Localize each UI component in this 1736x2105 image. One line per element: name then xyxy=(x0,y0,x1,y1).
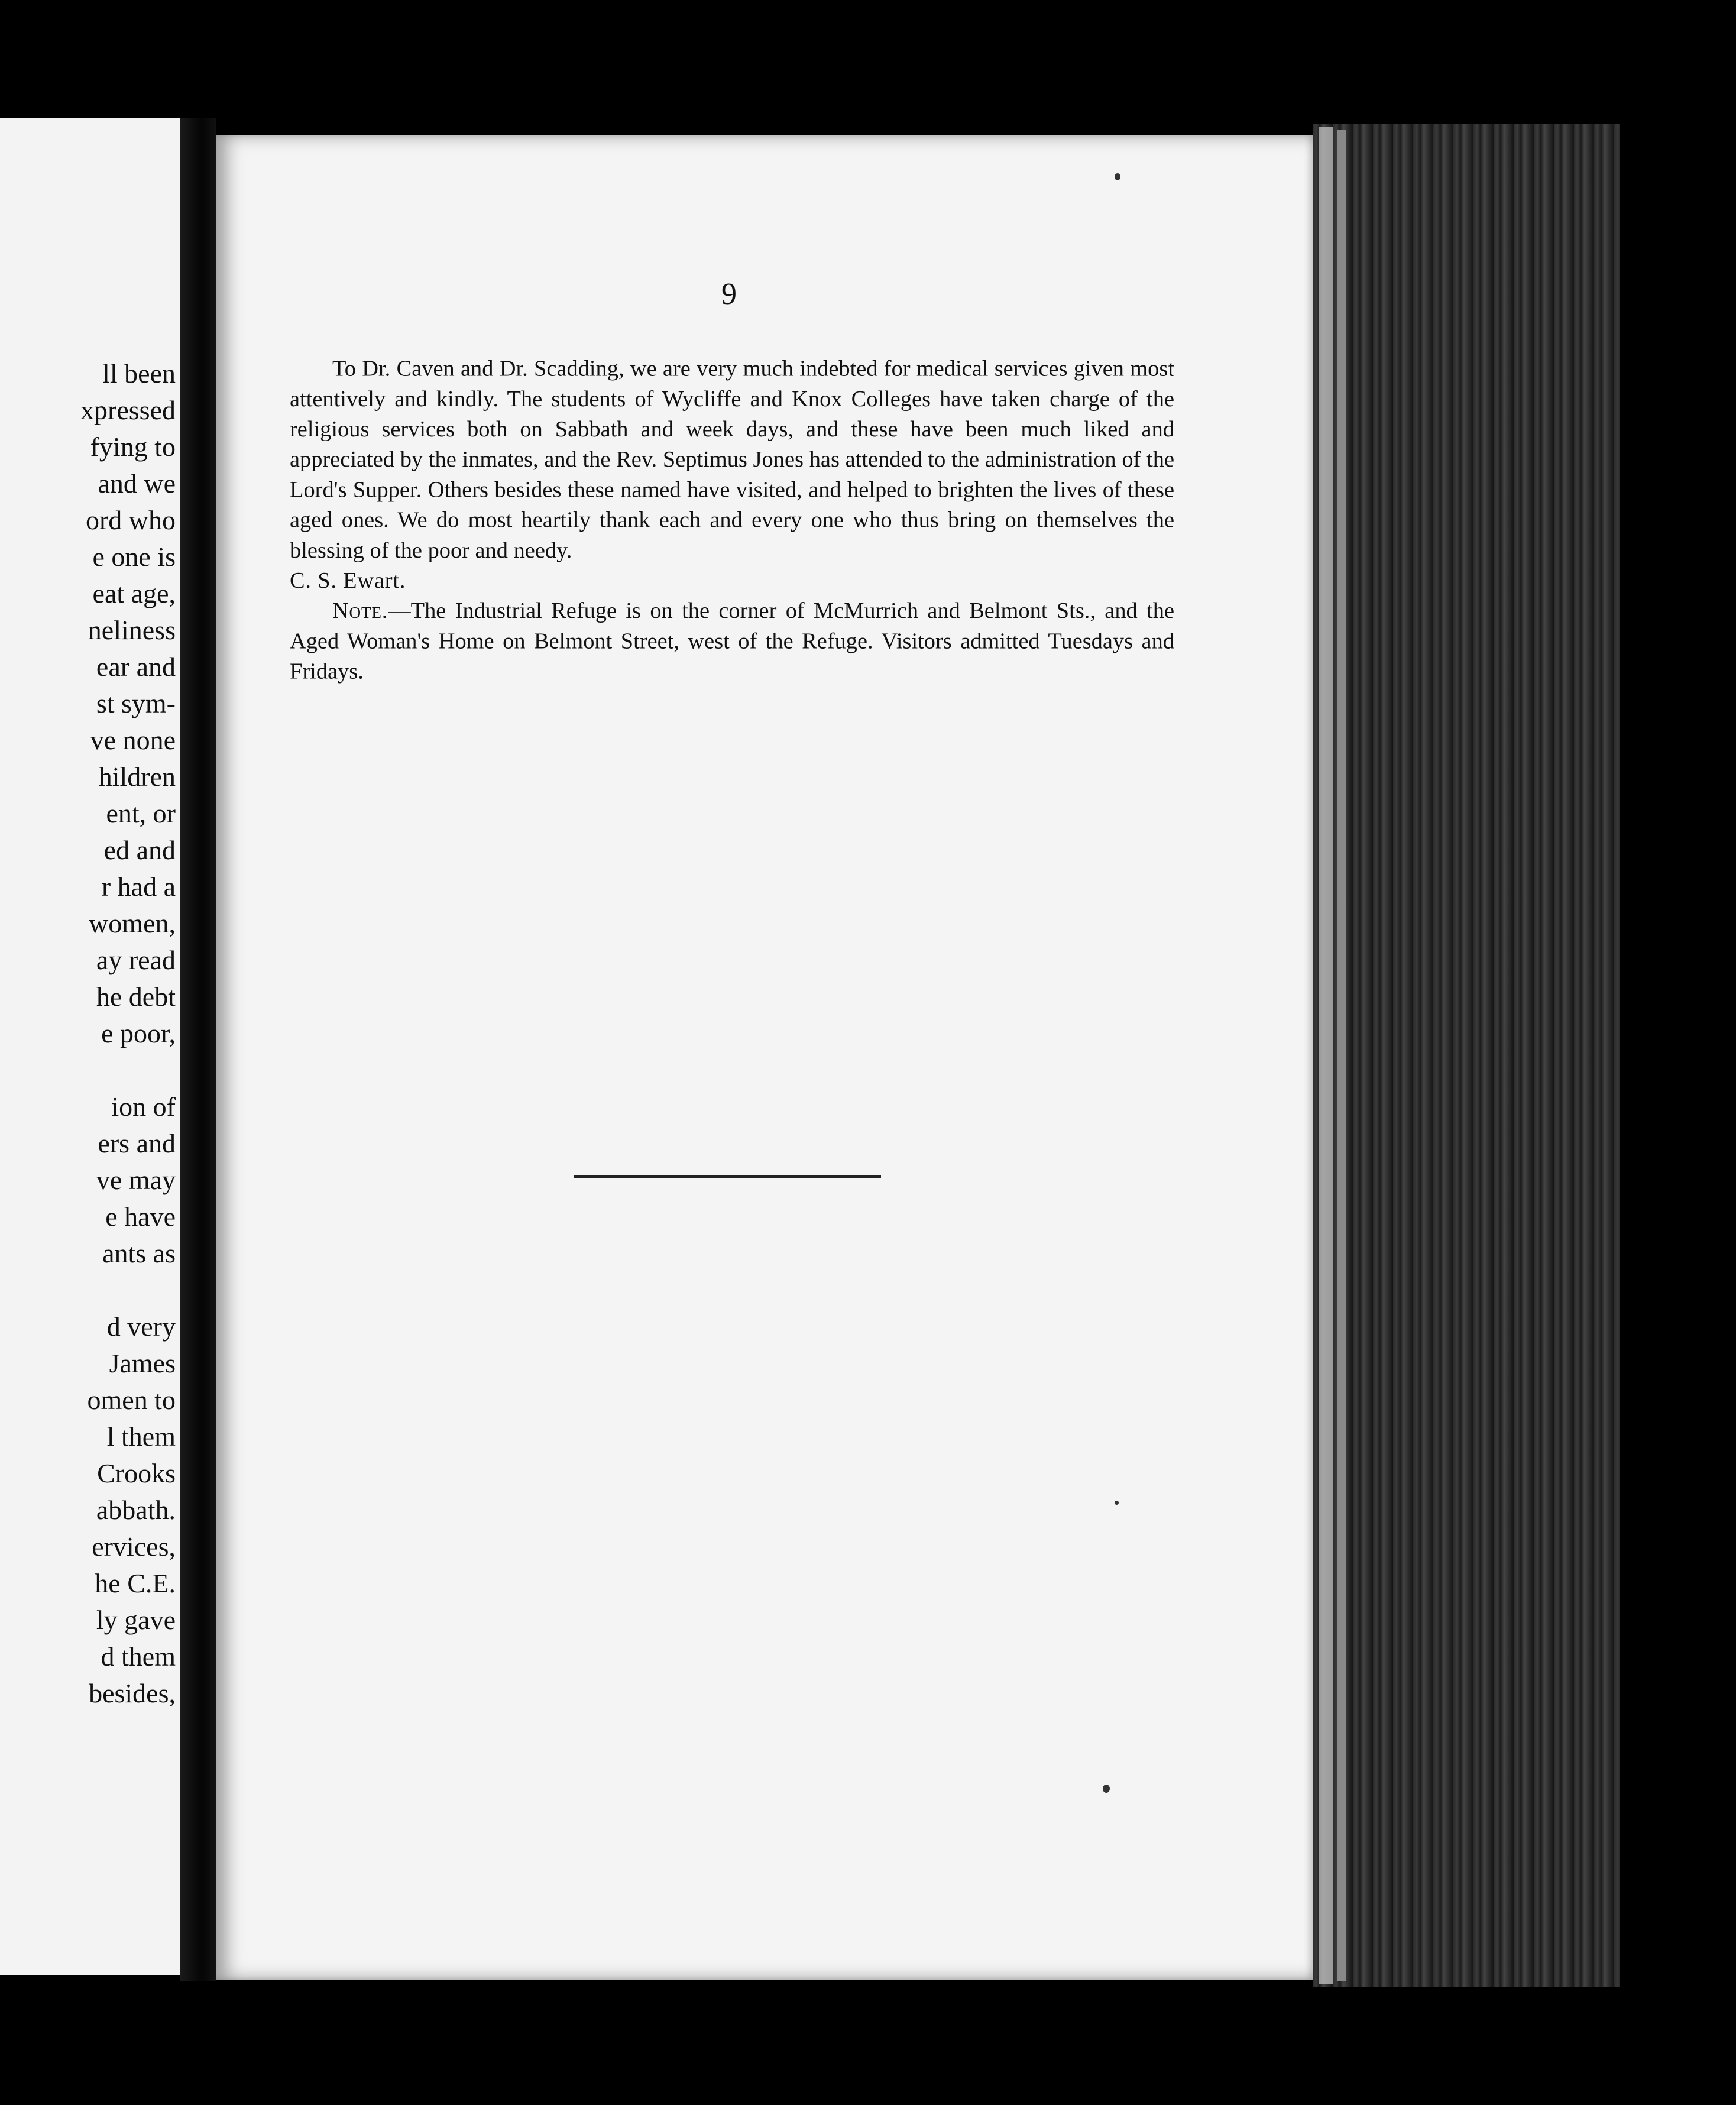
facing-page-line: ion of xyxy=(111,1092,176,1122)
signature: C. S. Ewart. xyxy=(290,568,406,593)
note-label: Note. xyxy=(332,598,388,623)
ink-speck xyxy=(1115,1501,1119,1505)
facing-page-line: r had a xyxy=(101,872,176,902)
facing-page-line: e one is xyxy=(92,542,176,572)
facing-page-line: ervices, xyxy=(92,1531,176,1562)
horizontal-rule xyxy=(574,1175,881,1178)
facing-page-line: ve may xyxy=(96,1165,176,1195)
facing-page-line: fying to xyxy=(90,432,176,462)
book-page-edge-shade xyxy=(1337,130,1346,1981)
facing-page-line: st sym- xyxy=(96,688,176,718)
facing-page-line: ve none xyxy=(90,725,176,755)
book-gutter xyxy=(180,118,216,1981)
facing-page-line: ear and xyxy=(96,652,176,682)
facing-page-line: l them xyxy=(106,1421,176,1452)
ink-speck xyxy=(1103,1785,1110,1793)
facing-page-line: xpressed xyxy=(80,395,176,425)
facing-page-line: Crooks xyxy=(97,1458,176,1488)
facing-page-left xyxy=(0,118,180,1975)
facing-page-line: d them xyxy=(101,1641,176,1672)
facing-page-line: ll been xyxy=(102,358,176,388)
note-text: —The Industrial Refuge is on the corner of McMurrich and Belmont Sts., and the Aged Woman's Home on Belmont Street, west of the Refuge. Visitors admitted Tuesdays and Fridays. xyxy=(290,598,1174,684)
paragraph-acknowledgement: To Dr. Caven and Dr. Scadding, we are very much indebted for medical services given most attentively and kindly. The students of Wycliffe and Knox Colleges have taken charge of the religious services both on Sabbath and week days, and these have been much liked and appreciated by the inmates, and the Rev. Septimus Jones has attended to the administration of the Lord's Supper. Others besides these named have visited, and helped to brighten the lives of these aged ones. We do most heartily thank each and every one who thus bring on themselves the blessing of the poor and needy. xyxy=(290,356,1174,563)
facing-page-line: besides, xyxy=(89,1678,176,1708)
page-number: 9 xyxy=(721,277,737,311)
facing-page-line: ers and xyxy=(98,1128,176,1158)
facing-page-line: and we xyxy=(98,468,176,498)
facing-page-line: e have xyxy=(105,1202,176,1232)
facing-page-line: ay read xyxy=(96,945,176,975)
facing-page-line: d very xyxy=(106,1311,176,1342)
book-page-edge-highlight xyxy=(1319,127,1333,1984)
facing-page-line: James xyxy=(109,1348,176,1378)
facing-page-line: e poor, xyxy=(101,1018,176,1048)
facing-page-line: he debt xyxy=(96,982,176,1012)
book-page-edges xyxy=(1313,124,1620,1987)
facing-page-line: ants as xyxy=(102,1238,176,1268)
facing-page-line: women, xyxy=(89,908,176,938)
facing-page-line: ly gave xyxy=(96,1605,176,1635)
facing-page-line: eat age, xyxy=(92,578,176,608)
page-body xyxy=(290,354,1174,686)
page-right xyxy=(216,135,1313,1980)
facing-page-line: omen to xyxy=(87,1385,176,1415)
facing-page-line: he C.E. xyxy=(95,1568,176,1598)
note-paragraph xyxy=(290,596,1174,687)
facing-page-line: hildren xyxy=(98,762,176,792)
ink-speck xyxy=(1115,173,1120,180)
facing-page-line: abbath. xyxy=(96,1495,176,1525)
facing-page-line: ord who xyxy=(85,505,176,535)
facing-page-line: ed and xyxy=(103,835,176,865)
facing-page-line: neliness xyxy=(88,615,176,645)
facing-page-line: ent, or xyxy=(106,798,176,828)
